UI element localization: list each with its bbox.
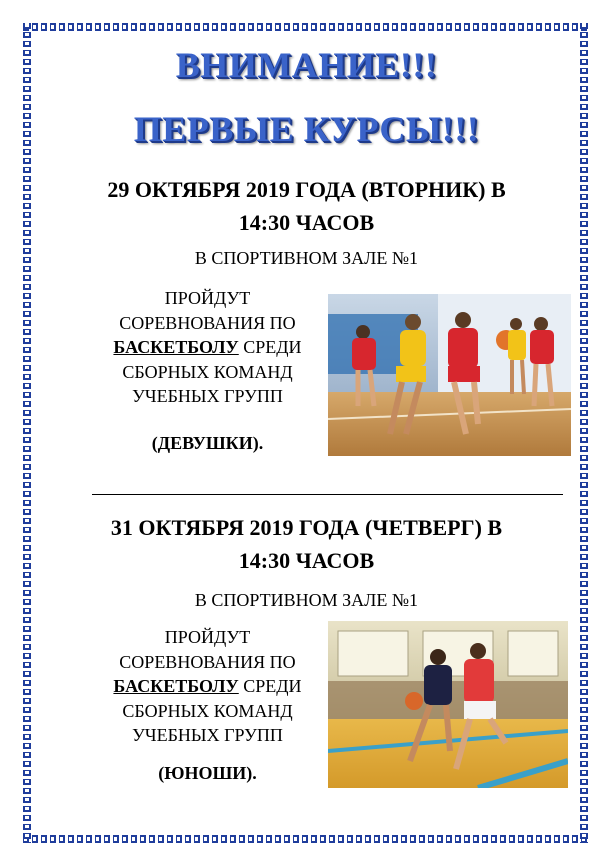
event2-desc-line4: СБОРНЫХ КОМАНД	[122, 700, 293, 721]
event2-date-line2: 14:30 ЧАСОВ	[238, 548, 375, 573]
event2-desc-line3	[90, 674, 325, 699]
event1-date-line1: 29 ОКТЯБРЯ 2019 ГОДА (ВТОРНИК) В	[107, 177, 506, 202]
border-bottom	[23, 835, 588, 843]
event2-group: (ЮНОШИ).	[158, 763, 257, 783]
event2-date-line1: 31 ОКТЯБРЯ 2019 ГОДА (ЧЕТВЕРГ) В	[110, 515, 503, 540]
headline-first-year: ПЕРВЫЕ КУРСЫ!!!	[133, 109, 480, 149]
event1-venue: В СПОРТИВНОМ ЗАЛЕ №1	[194, 248, 419, 268]
section-divider	[92, 494, 563, 495]
event1-desc-line5: УЧЕБНЫХ ГРУПП	[132, 386, 283, 406]
event2-desc-line5: УЧЕБНЫХ ГРУПП	[132, 725, 283, 745]
event1-sport: БАСКЕТБОЛУ	[113, 337, 239, 357]
mens-basketball-photo	[328, 621, 568, 788]
event1-date-line2: 14:30 ЧАСОВ	[238, 210, 375, 235]
event2-desc-line3-tail: СРЕДИ	[238, 676, 302, 696]
womens-basketball-photo	[328, 294, 571, 456]
event2-description	[90, 625, 325, 748]
event1-description	[90, 286, 325, 409]
event1-desc-line1: ПРОЙДУТ	[164, 288, 251, 308]
event1-desc-line4: СБОРНЫХ КОМАНД	[122, 361, 293, 382]
event2-sport: БАСКЕТБОЛУ	[113, 676, 239, 696]
event2-desc-line2: СОРЕВНОВАНИЯ ПО	[119, 651, 296, 672]
event2-desc-line1: ПРОЙДУТ	[164, 627, 251, 647]
event1-desc-line2: СОРЕВНОВАНИЯ ПО	[119, 312, 296, 333]
event1-desc-line3-tail: СРЕДИ	[238, 337, 302, 357]
event1-desc-line3	[90, 335, 325, 360]
event1-group: (ДЕВУШКИ).	[151, 433, 264, 453]
event2-venue: В СПОРТИВНОМ ЗАЛЕ №1	[194, 590, 419, 610]
headline-attention: ВНИМАНИЕ!!!	[175, 45, 438, 85]
event2-date	[60, 511, 553, 577]
border-top	[23, 23, 588, 31]
event1-date	[60, 173, 553, 239]
